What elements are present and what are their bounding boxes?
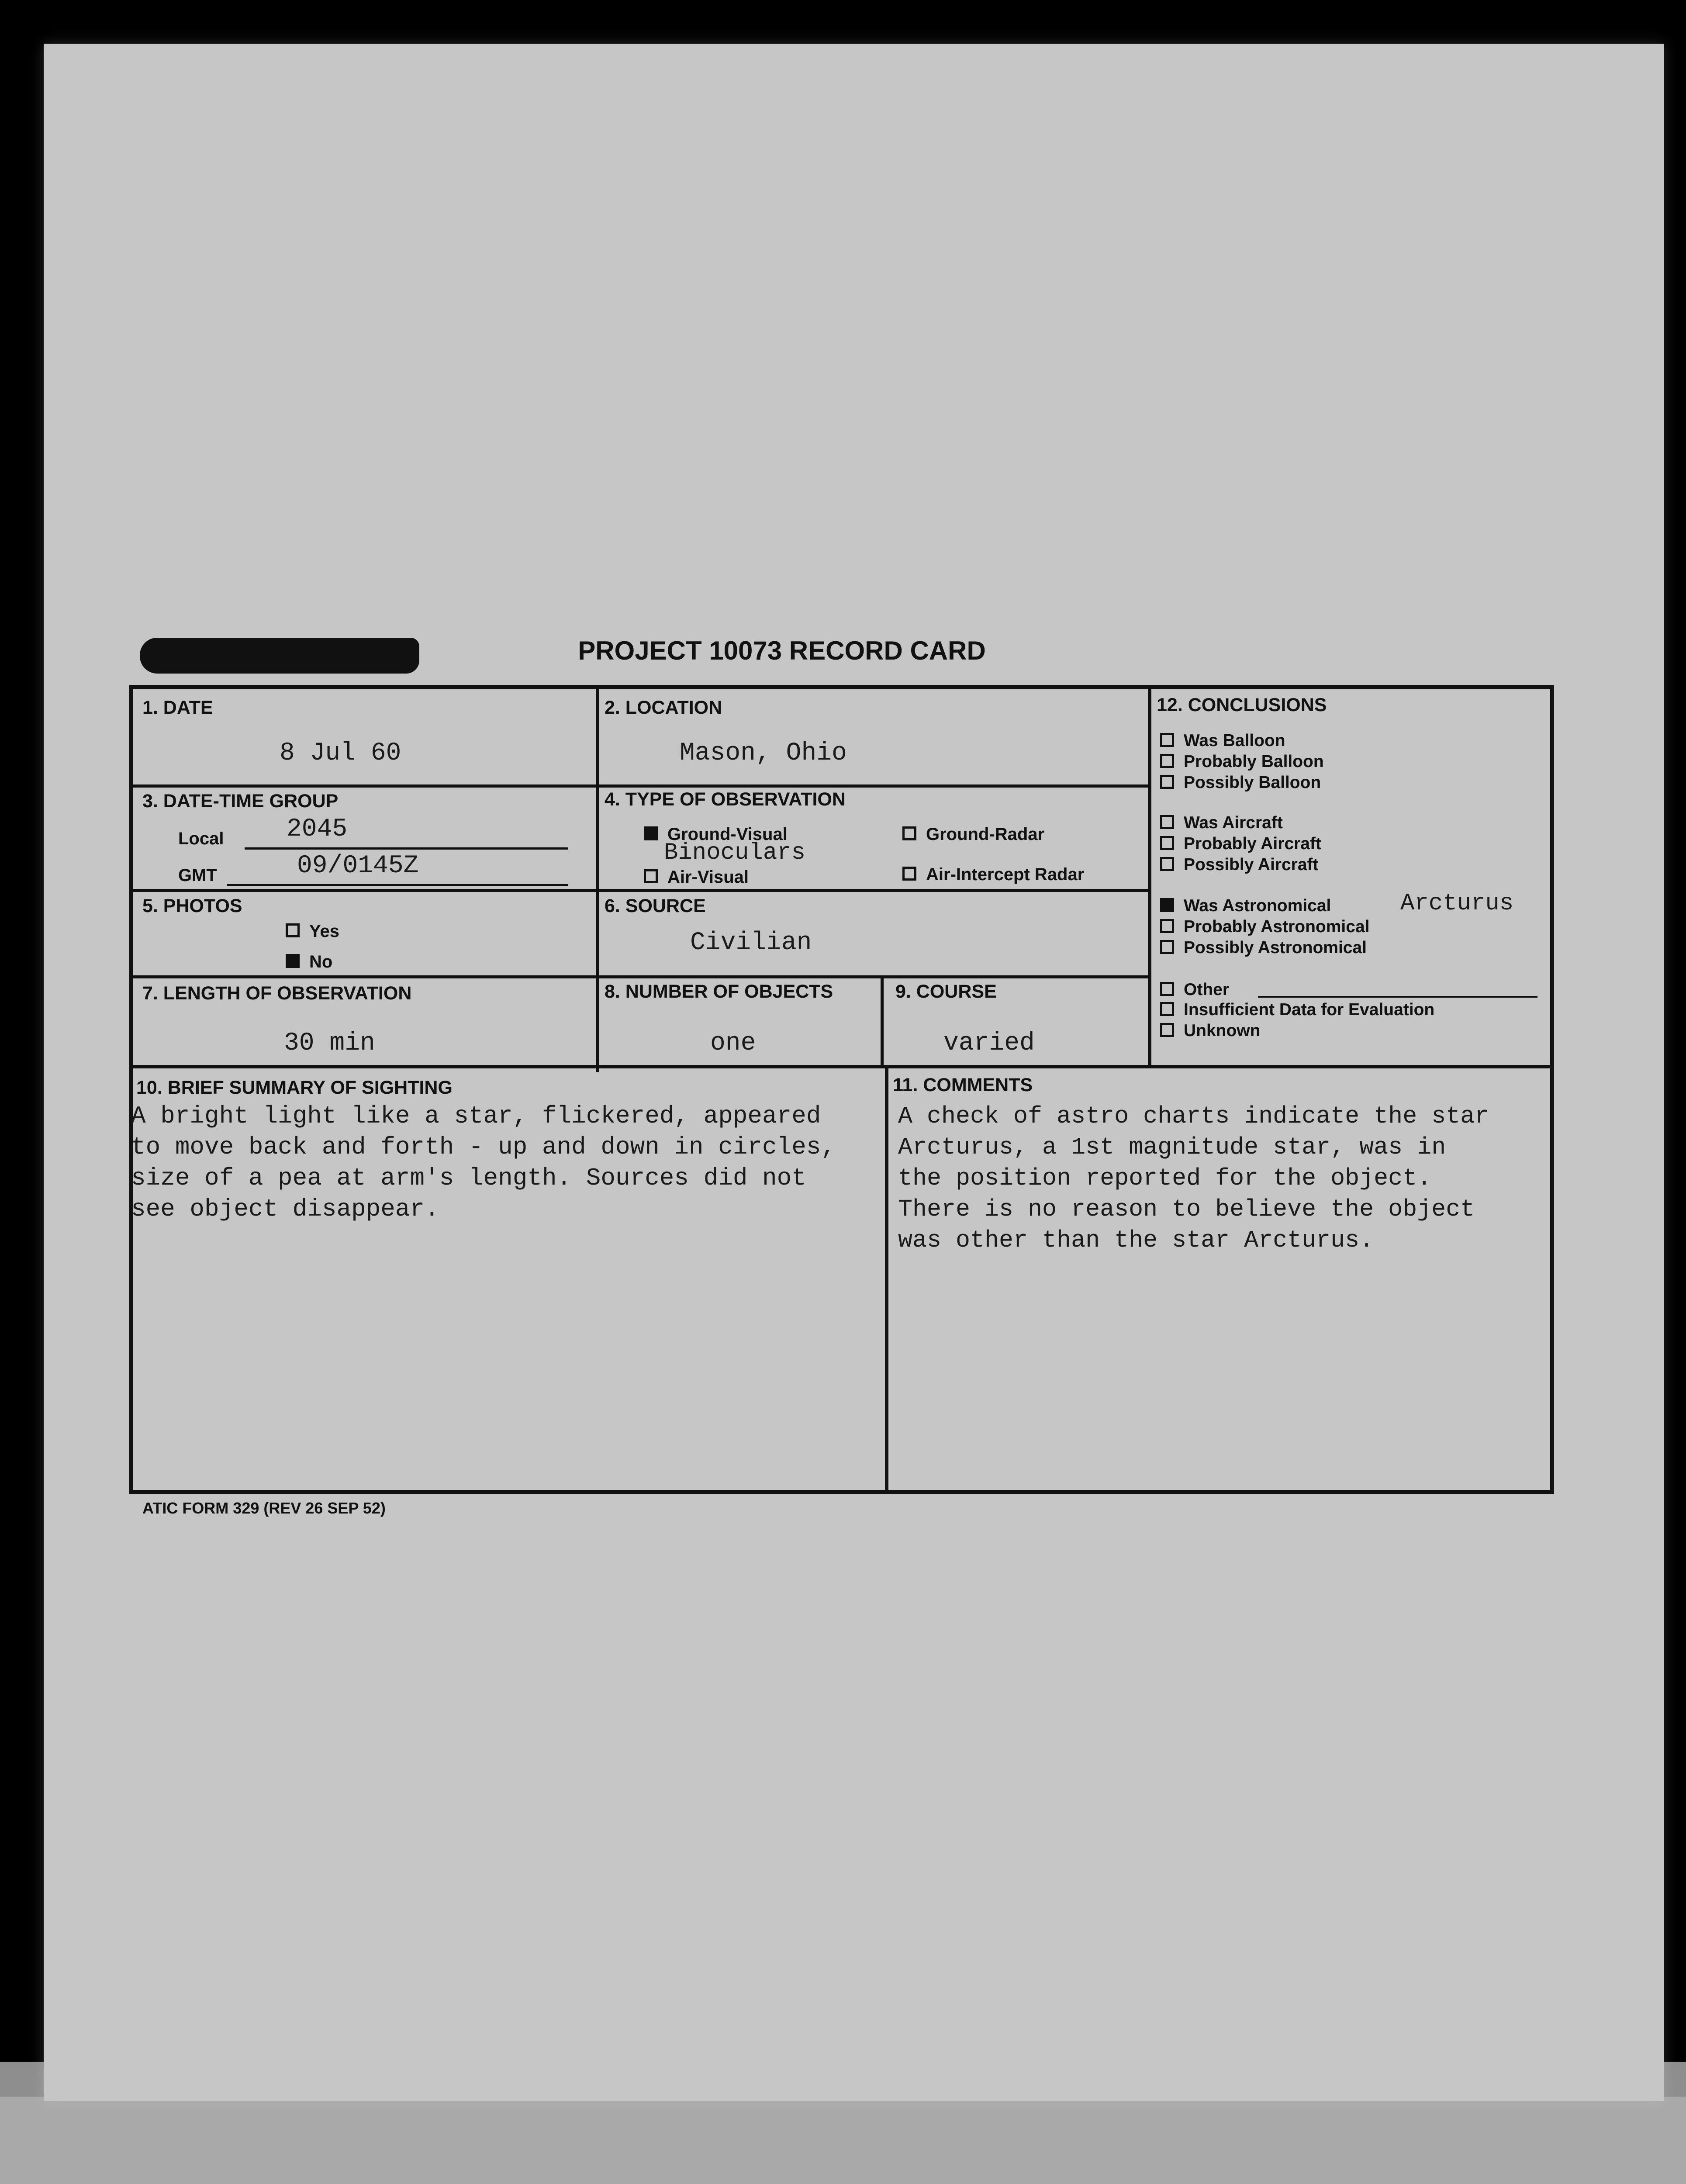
checkbox-checked-icon: [286, 954, 300, 968]
length-label: 7. LENGTH OF OBSERVATION: [142, 983, 412, 1004]
comments-label: 11. COMMENTS: [893, 1075, 1033, 1095]
checkbox-checked-icon: [1160, 898, 1174, 912]
checkbox-icon: [1160, 857, 1174, 871]
gmt-label: GMT: [178, 866, 217, 885]
gmt-underline: [227, 884, 568, 886]
conclusions-label: 12. CONCLUSIONS: [1157, 695, 1327, 715]
summary-text: A bright light like a star, flickered, appeared to move back and forth - up and down in circles, size of a pea at arm's length. Sources did not see object disappear.: [131, 1102, 836, 1223]
conclusion-other: Other: [1160, 980, 1229, 999]
local-value: 2045: [287, 815, 348, 843]
form-number: ATIC FORM 329 (REV 26 SEP 52): [142, 1499, 386, 1517]
local-underline: [245, 847, 568, 850]
checkbox-icon: [1160, 1002, 1174, 1016]
date-label: 1. DATE: [142, 697, 213, 718]
conclusion-insufficient-data: Insufficient Data for Evaluation: [1160, 1000, 1434, 1019]
date-value: 8 Jul 60: [280, 739, 401, 767]
conclusion-probably-balloon: Probably Balloon: [1160, 752, 1324, 771]
divider: [596, 685, 599, 1072]
objects-value: one: [710, 1029, 756, 1057]
source-value: Civilian: [690, 929, 812, 957]
checkbox-icon: [1160, 1023, 1174, 1037]
checkbox-icon: [1160, 775, 1174, 789]
air-intercept-radar-option: Air-Intercept Radar: [902, 865, 1084, 885]
conclusion-was-astronomical: Was Astronomical: [1160, 896, 1331, 916]
divider: [1148, 685, 1151, 1065]
gmt-value: 09/0145Z: [297, 852, 419, 880]
conclusion-probably-aircraft: Probably Aircraft: [1160, 834, 1321, 854]
redaction-mark: [140, 638, 419, 674]
conclusion-possibly-aircraft: Possibly Aircraft: [1160, 855, 1319, 874]
divider: [129, 889, 1151, 892]
checkbox-icon: [644, 869, 658, 883]
next-page-edge: [0, 2097, 1686, 2184]
conclusion-probably-astronomical: Probably Astronomical: [1160, 917, 1369, 936]
course-label: 9. COURSE: [895, 981, 997, 1002]
date-time-group-label: 3. DATE-TIME GROUP: [142, 791, 339, 812]
checkbox-icon: [1160, 919, 1174, 933]
other-underline: [1258, 996, 1537, 998]
divider: [881, 978, 884, 1068]
checkbox-icon: [1160, 754, 1174, 768]
air-visual-option: Air-Visual: [644, 867, 749, 887]
checkbox-icon: [286, 923, 300, 937]
length-value: 30 min: [284, 1029, 375, 1057]
ground-radar-option: Ground-Radar: [902, 825, 1044, 844]
checkbox-icon: [902, 826, 916, 840]
ground-visual-note: Binoculars: [664, 840, 806, 866]
photos-no-option: No: [286, 952, 332, 972]
local-label: Local: [178, 829, 224, 848]
ground-visual-option: Ground-Visual: [644, 825, 788, 844]
conclusion-was-aircraft: Was Aircraft: [1160, 813, 1283, 833]
divider: [885, 1068, 888, 1490]
source-label: 6. SOURCE: [605, 895, 706, 916]
location-value: Mason, Ohio: [680, 739, 847, 767]
astronomical-note: Arcturus: [1400, 890, 1514, 917]
divider: [129, 975, 1151, 978]
photos-label: 5. PHOTOS: [142, 895, 242, 916]
location-label: 2. LOCATION: [605, 697, 722, 718]
checkbox-icon: [1160, 940, 1174, 954]
divider: [129, 1065, 1554, 1068]
objects-label: 8. NUMBER OF OBJECTS: [605, 981, 833, 1002]
photos-yes-option: Yes: [286, 922, 339, 941]
checkbox-icon: [1160, 733, 1174, 747]
checkbox-icon: [1160, 815, 1174, 829]
checkbox-icon: [1160, 836, 1174, 850]
checkbox-icon: [1160, 982, 1174, 996]
checkbox-icon: [902, 867, 916, 881]
course-value: varied: [943, 1029, 1035, 1057]
summary-label: 10. BRIEF SUMMARY OF SIGHTING: [136, 1077, 453, 1098]
conclusion-possibly-astronomical: Possibly Astronomical: [1160, 938, 1367, 957]
checkbox-checked-icon: [644, 826, 658, 840]
conclusion-was-balloon: Was Balloon: [1160, 731, 1285, 750]
conclusion-unknown: Unknown: [1160, 1021, 1260, 1040]
conclusion-possibly-balloon: Possibly Balloon: [1160, 773, 1321, 792]
observation-type-label: 4. TYPE OF OBSERVATION: [605, 789, 846, 810]
card-title: PROJECT 10073 RECORD CARD: [578, 636, 986, 665]
divider: [129, 784, 1151, 788]
comments-text: A check of astro charts indicate the star Arcturus, a 1st magnitude star, was in the position reported for the object. There is no reason to believe the object was other than the star Arcturus.: [898, 1102, 1489, 1254]
